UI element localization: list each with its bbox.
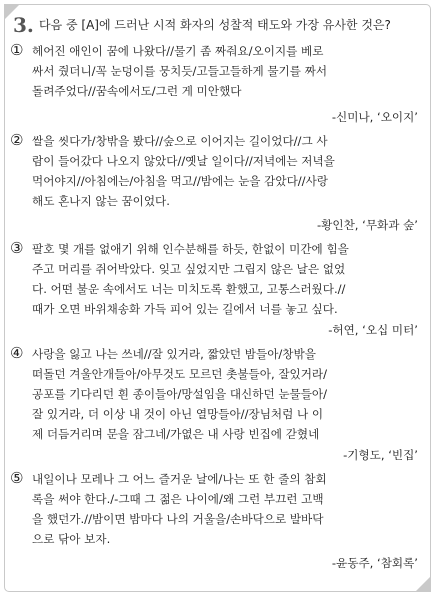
choice-line: 헤어진 애인이 꿈에 나왔다//물기 좀 짜줘요/오이지를 베로 (32, 44, 324, 58)
choice-line: 내일이나 모레나 그 어느 즐거운 날에/나는 또 한 줄의 참회 (32, 472, 327, 486)
choice-source: -기형도, ‘빈집’ (343, 448, 418, 462)
choice-line: 으로 닦아 보자. (32, 532, 111, 546)
choice-marker: ④ (10, 344, 24, 362)
choice-marker: ① (10, 41, 24, 59)
choice-line: 해도 혼나지 않는 꿈이었다. (32, 194, 170, 208)
choice-line: 잘 있거라, 더 이상 내 것이 아닌 열망들아//장님처럼 나 이 (32, 407, 324, 421)
choice-marker: ② (10, 131, 24, 149)
choice-line: 싸서 줬더니/꼭 눈덩이를 뭉치듯/고들고들하게 물기를 짜서 (32, 64, 328, 78)
choice-line: 사랑을 잃고 나는 쓰네//잘 있거라, 짧았던 밤들아/창밖을 (32, 347, 316, 361)
choice-line: 록을 써야 한다./-그때 그 젊은 나이에/왜 그런 부끄런 고백 (32, 492, 324, 506)
choice-line: 돌려주었다//꿈속에서도/그런 게 미안했다 (32, 84, 242, 98)
choice-line: 람이 들어갔다 나오지 않았다//옛날 일이다//저녁에는 저녁을 (32, 154, 335, 168)
choice-marker: ③ (10, 239, 24, 257)
choice-source: -허연, ‘오십 미터’ (328, 323, 418, 337)
choice-marker: ⑤ (10, 469, 24, 487)
choice-line: 떠돌던 겨울안개들아/아무것도 모르던 촛불들아, 잘있거라/ (32, 367, 328, 381)
choice-line: 먹어야지//아침에는/아침을 먹고//밤에는 눈을 감았다//사랑 (32, 174, 328, 188)
choice-line: 을 했던가.//밤이면 밤마다 나의 거울을/손바닥으로 발바닥 (32, 512, 324, 526)
choice-line: 때가 오면 바위채송화 가득 피어 있는 길에서 너를 놓고 싶다. (32, 302, 338, 316)
question-number: 3. (13, 13, 34, 37)
choice-line: 팔호 몇 개를 없애기 위해 인수분해를 하듯, 한없이 미간에 힘을 (32, 242, 349, 256)
choice-source: -윤동주, ‘참회록’ (331, 556, 418, 570)
choice-source: -신미나, ‘오이지’ (331, 110, 418, 124)
corner-fold-bottom-right (415, 576, 431, 592)
choice-source: -황인찬, ‘무화과 숲’ (316, 218, 418, 232)
choice-line: 제 더듬거리며 문을 잠그네/가엾은 내 사랑 빈집에 갇혔네 (32, 427, 320, 441)
choice-line: 쌀을 씻다가/창밖을 봤다//숲으로 이어지는 길이었다//그 사 (32, 134, 328, 148)
choice-line: 다. 어떤 불운 속에서도 너는 미치도록 환했고, 고통스러웠다.// (32, 282, 346, 296)
question-prompt: 다음 중 [A]에 드러난 시적 화자의 성찰적 태도와 가장 유사한 것은? (39, 18, 391, 32)
choice-line: 주고 머리를 쥐어박았다. 잊고 싶었지만 그립지 않은 날은 없었 (32, 262, 346, 276)
choice-line: 공포를 기다리던 흰 종이들아/망설임을 대신하던 눈물들아/ (32, 387, 328, 401)
